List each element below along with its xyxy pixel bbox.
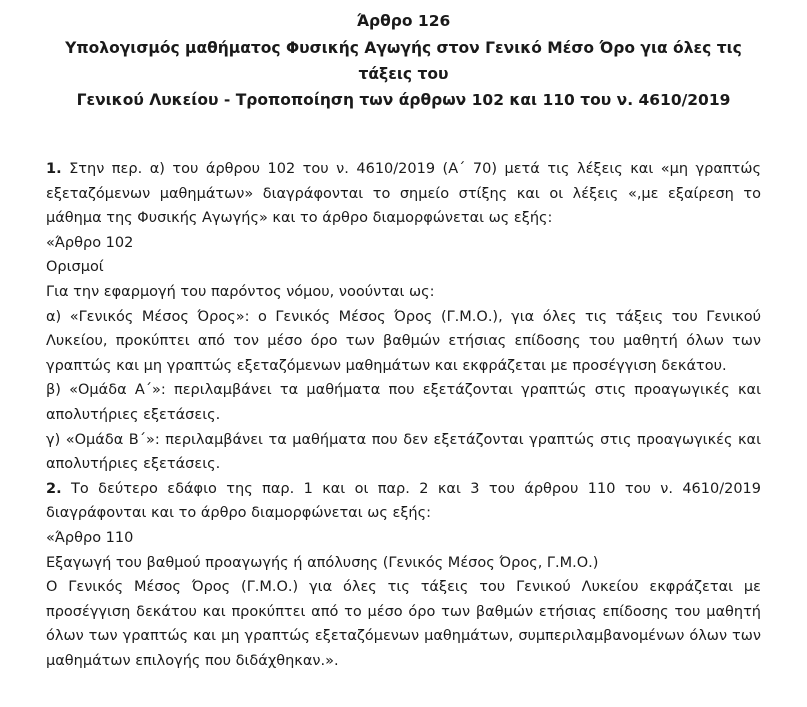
article-title-line-2: Γενικού Λυκείου - Τροποποίηση των άρθρων 102 και 110 του ν. 4610/2019 <box>76 91 731 109</box>
article-102-subheading: Ορισμοί <box>46 259 104 276</box>
definition-item-a: α) «Γενικός Μέσος Όρος»: ο Γενικός Μέσος Όρος (Γ.Μ.Ο.), για όλες τις τάξεις του Γενικού Λυκείου, προκύπτει από τον μέσο όρο των βαθμών ετήσιας επίδοσης του μαθητή όλων των γραπτώς και μη γραπτώς εξεταζόμενων μαθημάτων και εκφράζεται με προσέγγιση δεκάτου. <box>46 308 761 374</box>
paragraph-1 <box>46 157 761 231</box>
article-110-subheading: Εξαγωγή του βαθμού προαγωγής ή απόλυσης (Γενικός Μέσος Όρος, Γ.Μ.Ο.) <box>46 554 599 571</box>
article-102-intro: Για την εφαρμογή του παρόντος νόμου, νοούνται ως: <box>46 283 435 300</box>
article-110-body: Ο Γενικός Μέσος Όρος (Γ.Μ.Ο.) για όλες τις τάξεις του Γενικού Λυκείου εκφράζεται με προσέγγιση δεκάτου και προκύπτει από το μέσο όρο των βαθμών ετήσιας επίδοσης του μαθητή όλων των γραπτώς και μη γραπτώς εξεταζόμενων μαθημάτων, συμπεριλαμβανομένων όλων των μαθημάτων επιλογής που διδάχθηκαν.». <box>46 579 761 669</box>
article-110-heading: «Άρθρο 110 <box>46 529 134 546</box>
definition-item-b: β) «Ομάδα Α΄»: περιλαμβάνει τα μαθήματα που εξετάζονται γραπτώς στις προαγωγικές και απολυτήριες εξετάσεις. <box>46 382 761 423</box>
paragraph-1-number: 1. <box>46 161 62 177</box>
paragraph-2-text: Το δεύτερο εδάφιο της παρ. 1 και οι παρ. 2 και 3 του άρθρου 110 του ν. 4610/2019 διαγράφονται και το άρθρο διαμορφώνεται ως εξής: <box>46 480 762 522</box>
paragraph-1-text: Στην περ. α) του άρθρου 102 του ν. 4610/2019 (Α΄ 70) μετά τις λέξεις και «μη γραπτώς εξεταζόμενων μαθημάτων» διαγράφονται το σημείο στίξης και οι λέξεις «,με εξαίρεση το μάθημα της Φυσικής Αγωγής» και το άρθρο διαμορφώνεται ως εξής: <box>46 161 762 227</box>
paragraph-2-number: 2. <box>46 480 62 497</box>
article-title-line-1: Υπολογισμός μαθήματος Φυσικής Αγωγής στον Γενικό Μέσο Όρο για όλες τις τάξεις του <box>65 39 742 83</box>
article-102-heading: «Άρθρο 102 <box>46 234 134 251</box>
article-body <box>46 157 761 673</box>
definition-item-c: γ) «Ομάδα Β΄»: περιλαμβάνει τα μαθήματα που δεν εξετάζονται γραπτώς στις προαγωγικές και απολυτήριες εξετάσεις. <box>46 431 761 473</box>
article-number: Άρθρο 126 <box>356 12 451 30</box>
paragraph-2 <box>46 477 761 526</box>
article-header <box>46 8 761 113</box>
